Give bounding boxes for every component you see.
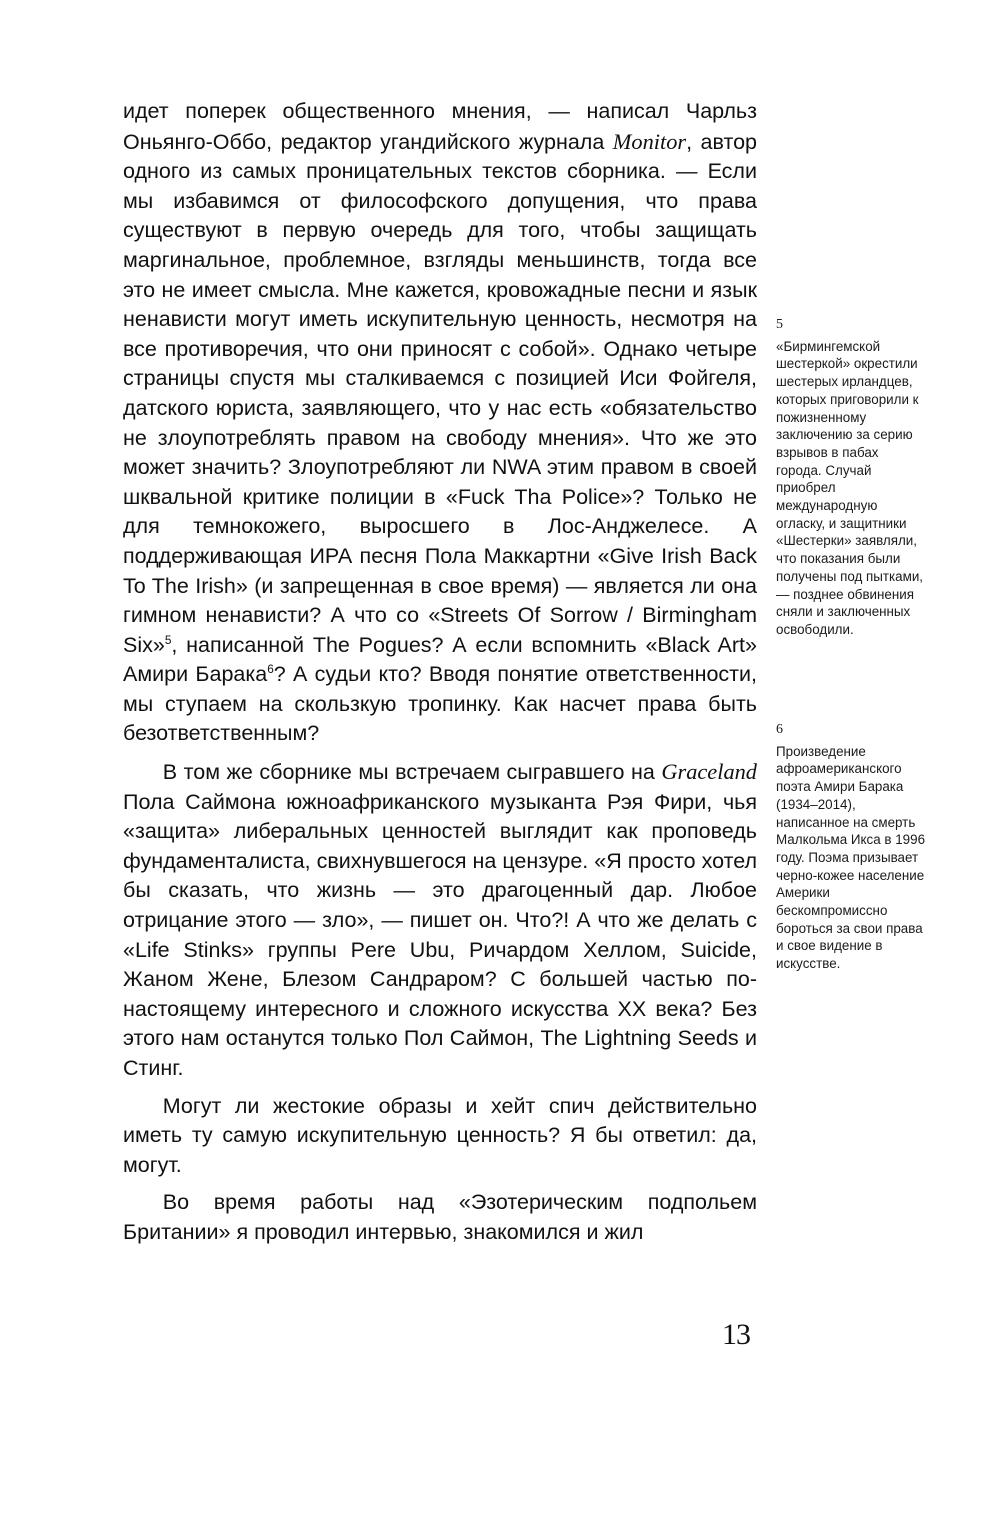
footnote-5-text: «Бирмингемской шестеркой» окрестили шестерых ирландцев, которых приговорили к пожизненному заключению за серию взрывов в пабах города. Случай приобрел международную огласку, и защитники «Шестерки» заявляли, что показания были получены под пытками, — позднее обвинения сняли и заключенных освободили. — [776, 338, 924, 637]
footnote-6-text: Произведение афроамериканского поэта Амири Барака (1934–2014), написанное на смерть Малкольма Икса в 1996 году. Поэма призывает черно-кожее население Америки бескомпромиссно бороться за свои права и свое видение в искусстве. — [776, 743, 926, 972]
paragraph-2 — [123, 757, 757, 1084]
main-text-column — [123, 97, 757, 1248]
italic-graceland: Graceland — [661, 759, 757, 785]
paragraph-2-text-b: Пола Саймона южноафриканского музыканта Рэя Фири, чья «защита» либеральных ценностей выглядит как проповедь фундаменталиста, свихнувшегося на цензуре. «Я просто хотел бы сказать, что жизнь — это драгоценный дар. Любое отрицание этого — зло», — пишет он. Что?! А что же делать с «Life Stinks» группы Pere Ubu, Ричардом Хеллом, Suicide, Жаном Жене, Блезом Сандраром? С большей частью по-настоящему интересного и сложного искусства XX века? Без этого нам останутся только Пол Саймон, The Lightning Seeds и Стинг. — [123, 789, 757, 1080]
paragraph-1-text-c: , написанной The Pogues? А если вспомнить «Black Art» Амири Барака — [123, 632, 757, 687]
footnote-6-number: 6 — [776, 722, 783, 737]
paragraph-3: Могут ли жестокие образы и хейт спич действительно иметь ту самую искупительную ценность? Я бы ответил: да, могут. — [123, 1093, 757, 1177]
paragraph-4: Во время работы над «Эзотерическим подпольем Британии» я проводил интервью, знакомился и жил — [123, 1190, 757, 1244]
paragraph-1-text-a: идет поперек общественного мнения, — написал Чарльз Оньянго-Оббо, редактор угандийского журнала — [123, 99, 757, 154]
footnote-ref-6[interactable]: 6 — [267, 662, 274, 677]
paragraph-1 — [123, 97, 757, 749]
footnote-6 — [776, 721, 926, 973]
footnote-5-number: 5 — [776, 317, 783, 332]
footnote-ref-5[interactable]: 5 — [164, 632, 172, 647]
italic-monitor: Monitor — [612, 128, 687, 154]
paragraph-1-text-b: , автор одного из самых проницательных текстов сборника. — Если мы избавимся от философского допущения, что права существуют в первую очередь для того, чтобы защищать маргинальное, проблемное, взгляды меньшинств, тогда все это не имеет смысла. Мне кажется, кровожадные песни и язык ненависти могут иметь искупительную ценность, несмотря на все противоречия, что они приносят с собой». Однако четыре страницы спустя мы сталкиваемся с позицией Иси Фойгеля, датского юриста, заявляющего, что у нас есть «обязательство не злоупотреблять правом на свободу мнения». Что же это может значить? Злоупотребляют ли NWA этим правом в своей шквальной критике полиции в «Fuck Tha Police»? Только не для темнокожего, выросшего в Лос-Анджелесе. А поддерживающая ИРА песня Пола Маккартни «Give Irish Back To The Irish» (и запрещенная в свое время) — является ли она гимном ненависти? А что со «Streets Of Sorrow / Birmingham Six» — [123, 129, 757, 657]
footnote-5 — [776, 316, 926, 639]
paragraph-1-text-d: ? А судьи кто? Вводя понятие ответственности, мы ступаем на скользкую тропинку. Как насчет права быть безответственным? — [123, 662, 757, 746]
page-number: 13 — [722, 1318, 750, 1351]
paragraph-2-text-a: В том же сборнике мы встречаем сыгравшего на — [162, 760, 662, 785]
